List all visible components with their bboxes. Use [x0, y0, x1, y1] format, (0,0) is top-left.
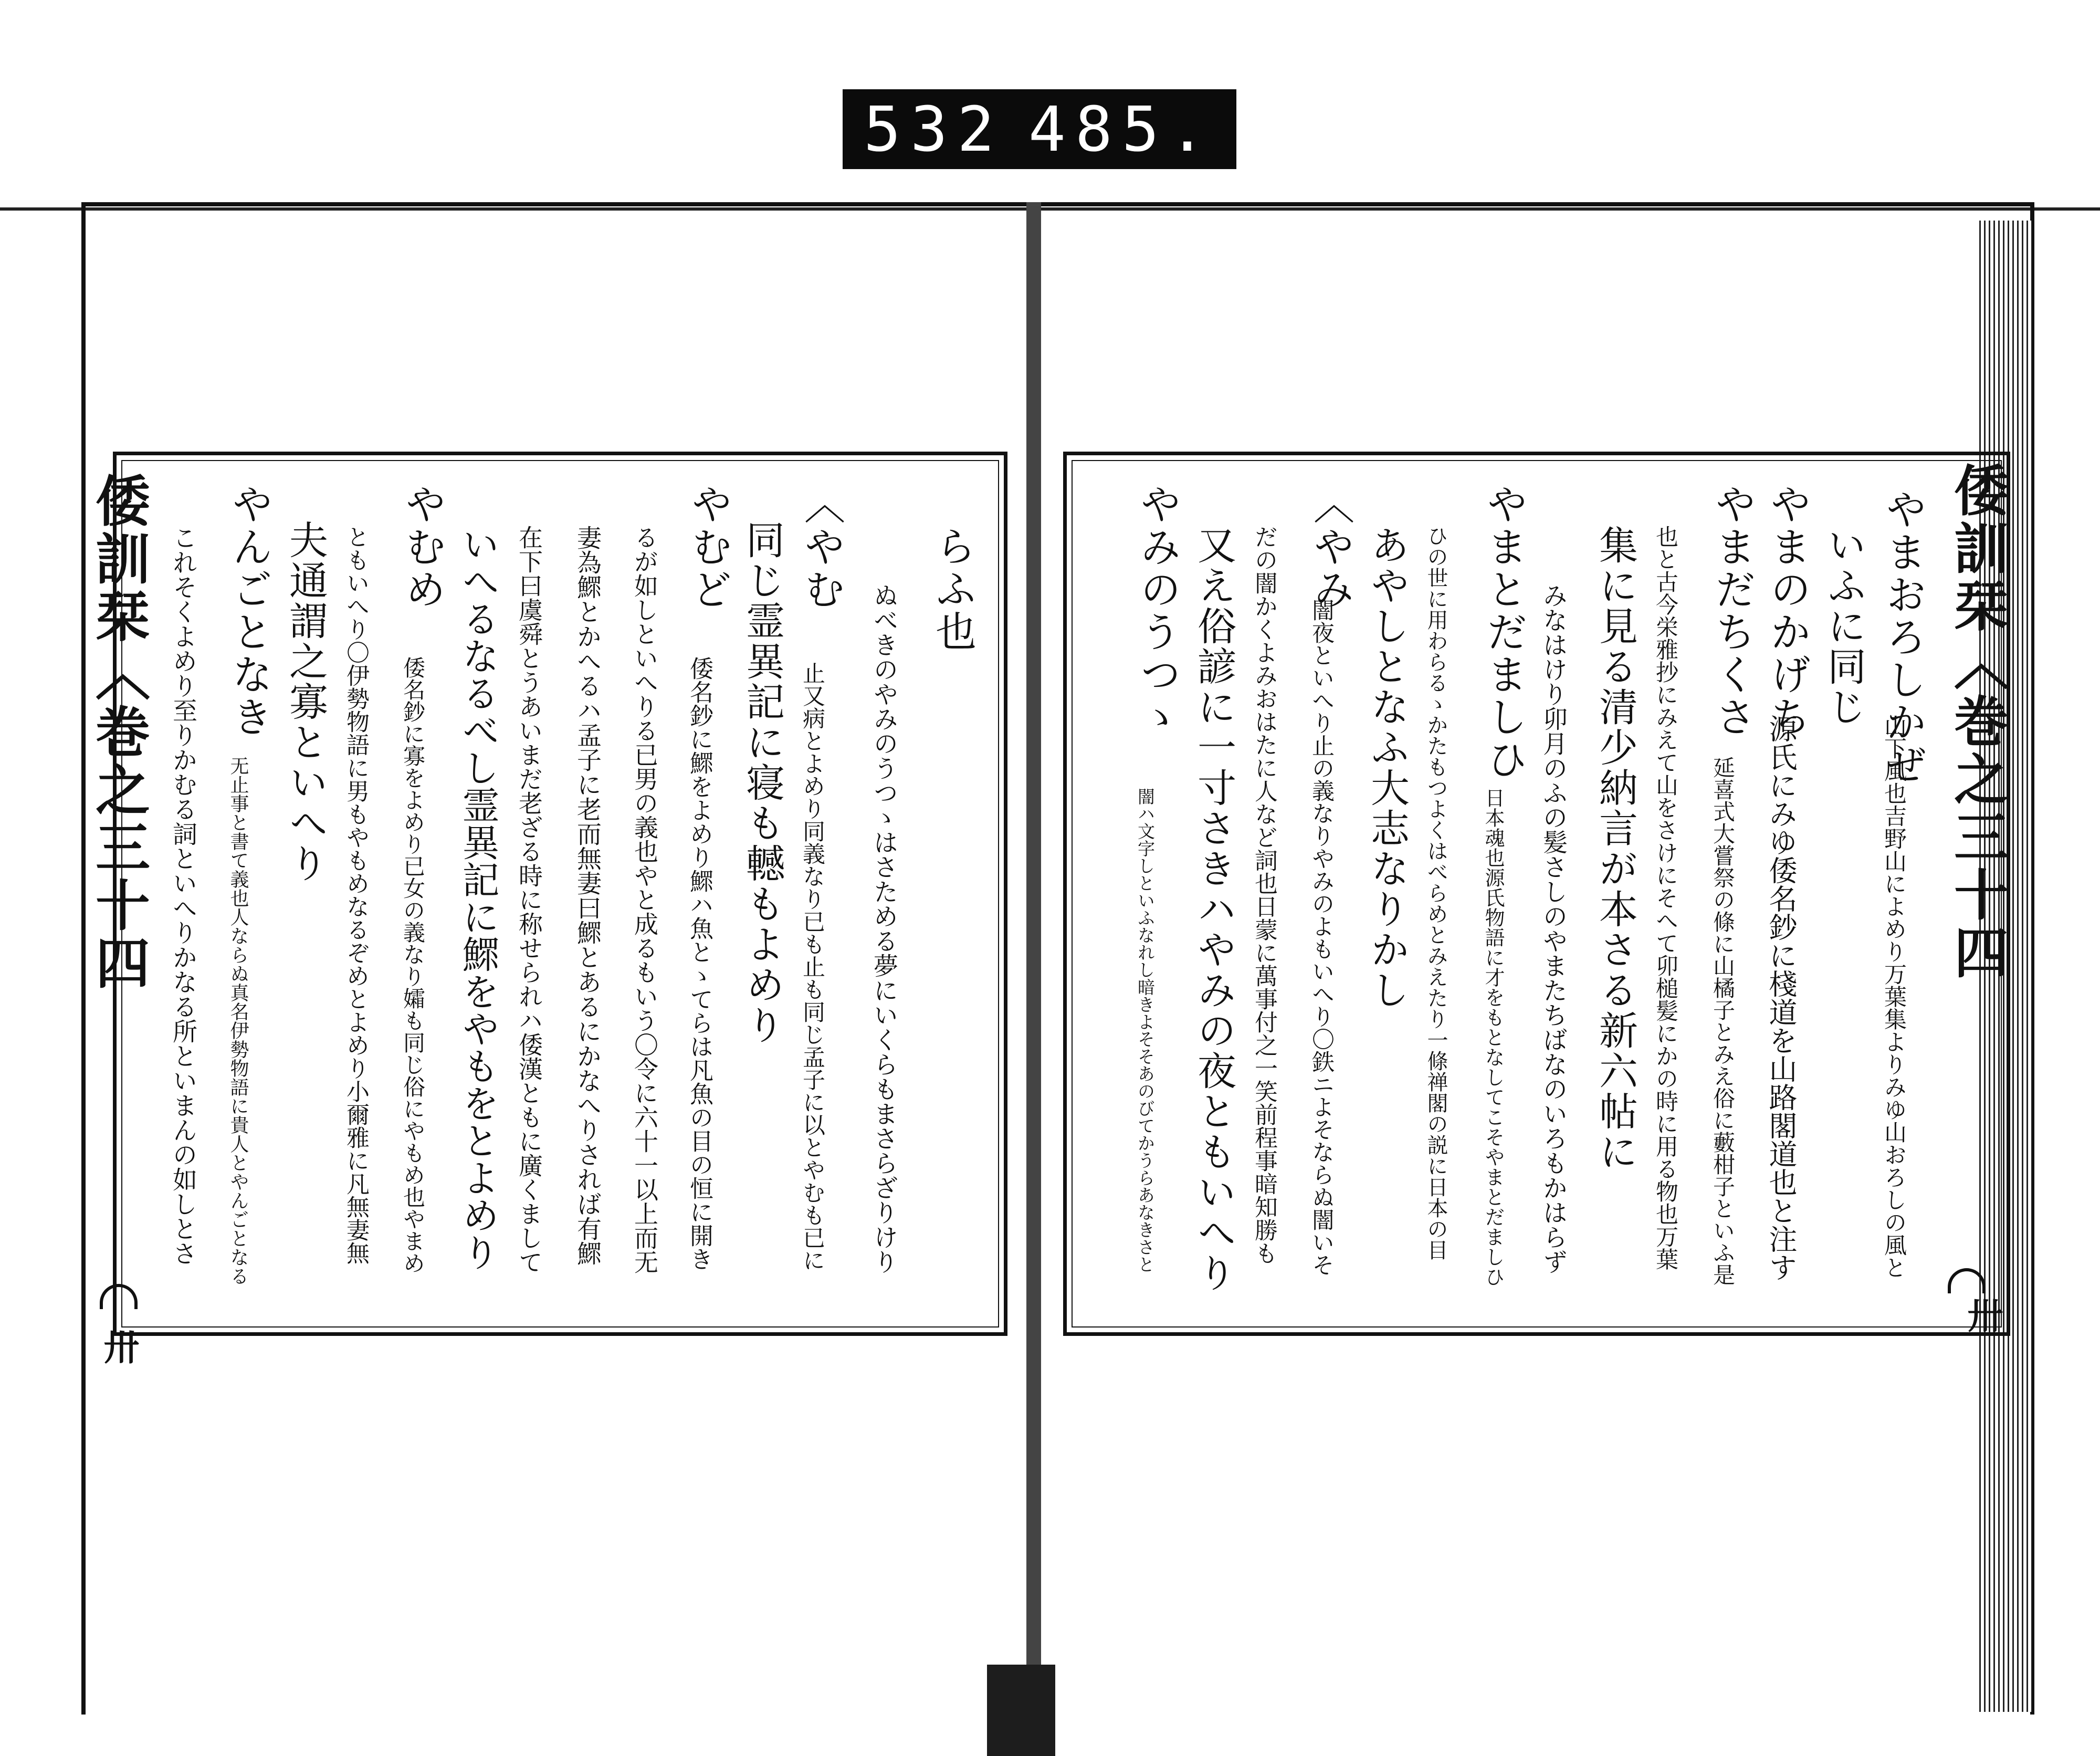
spine-clamp: [987, 1665, 1055, 1756]
text-column: 山下風也吉野山によめり万葉集よりみゆ山おろしの風と: [1881, 714, 1907, 1279]
text-column: 无止事と書て義也人ならぬ真名伊勢物語に貴人とやんごとなる: [227, 756, 249, 1285]
text-column: るが如しといへりる已男の義也やと成るもいう〇令に六十一以上而无: [631, 525, 659, 1274]
text-column: 倭名鈔に寡をよめり已女の義なり孀も同じ俗にやもめ也やまめ: [400, 656, 426, 1274]
left-page-margin-title: 倭訓栞〈巻之三十四: [86, 473, 151, 992]
text-column: 闇夜といへり止の義なりやみのよもいへり〇鉄ニよそならぬ闇いそ: [1308, 599, 1335, 1276]
headword: 〈やみ: [1307, 483, 1354, 611]
catalog-number-right: 485.: [1028, 93, 1215, 165]
text-column: いへるなるべし霊異記に鰥をやもをとよめり: [456, 525, 500, 1271]
text-column: 也と古今栄雅抄にみえて山をさけにそへて卯槌髪にかの時に用る物也万葉: [1652, 525, 1678, 1270]
text-column: ぬべきのやみのうつゝはさためる夢にいくらもまさらざりけり: [869, 583, 898, 1274]
headword: やまだちくさ: [1708, 483, 1756, 738]
text-column: 妻為鰥とかへるハ孟子に老而無妻曰鰥とあるにかなへりされば有鰥: [573, 525, 602, 1266]
text-column: 源氏にみゆ倭名鈔に棧道を山路閣道也と注す: [1765, 714, 1798, 1281]
book-spine: [1026, 202, 1041, 1720]
left-page-folio: 卅: [98, 1329, 140, 1364]
text-column: これそくよめり至りかむる詞といへりかなる所といまんの如しとさ: [169, 525, 197, 1266]
text-column: 集に見る清少納言が本さる新六帖に: [1593, 525, 1638, 1172]
headword: 〈やむ: [797, 483, 845, 611]
headword: やみのうつゝ: [1133, 483, 1181, 738]
headword: やんごとなき: [225, 483, 272, 738]
right-page-folio: 卅: [1961, 1297, 2003, 1333]
headword: やむめ: [398, 483, 446, 611]
headword: やむど: [685, 483, 732, 611]
text-column: みなはけり卯月のふの髪さしのやまたちばなのいろもかはらず: [1539, 583, 1568, 1274]
text-column: ともいへり〇伊勢物語に男もやもめなるぞめとよめり小爾雅に凡無妻無: [342, 525, 369, 1264]
catalog-number-label: [843, 89, 1236, 169]
headword: やまおろしかぜ: [1879, 488, 1926, 786]
headword: らふ也: [929, 525, 976, 653]
text-column: 日本魂也源氏物語に才をもとなしてこそやまとだましひ: [1482, 788, 1505, 1287]
text-column: あやしとなふ大志なりかし: [1364, 525, 1410, 1010]
text-column: 又え俗諺に一寸さきハやみの夜ともいへり: [1191, 525, 1236, 1293]
right-page-margin-title: 倭訓栞〈巻之三十四: [1945, 462, 2009, 982]
headword: やまのかげち: [1763, 483, 1811, 738]
text-column: 夫通謂之寡といへり: [283, 520, 328, 884]
text-column: 止又病とよめり同義なり已も止も同じ孟子に以とやむも已に: [799, 662, 825, 1271]
text-column: ひの世に用わらるゝかたもつよくはべらめとみえたり一條禅閣の説に日本の目: [1424, 525, 1448, 1260]
text-column: だの闇かくよみおはたに人など詞也日蒙に萬事付之一笑前程事暗知勝も: [1251, 525, 1277, 1264]
text-column: 闇ハ文字しといふなれし暗きよそそあのびてかうらあなきさと: [1135, 788, 1156, 1273]
headword: やまとだましひ: [1480, 483, 1527, 781]
text-column: 延喜式大嘗祭の條に山橘子とみえ俗に藪柑子といふ是: [1710, 756, 1736, 1285]
text-column: 在下曰虞舜とうあいまだ老ざる時に称せられハ倭漢ともに廣くまして: [515, 525, 543, 1274]
catalog-number-left: 532: [864, 93, 1004, 165]
text-column: 同じ霊異記に寝も轗もよめり: [740, 520, 785, 1046]
text-column: 倭名鈔に鰥をよめり鰥ハ魚とゝてらは凡魚の目の恒に開き: [686, 656, 713, 1271]
text-column: いふに同じ: [1821, 525, 1866, 727]
